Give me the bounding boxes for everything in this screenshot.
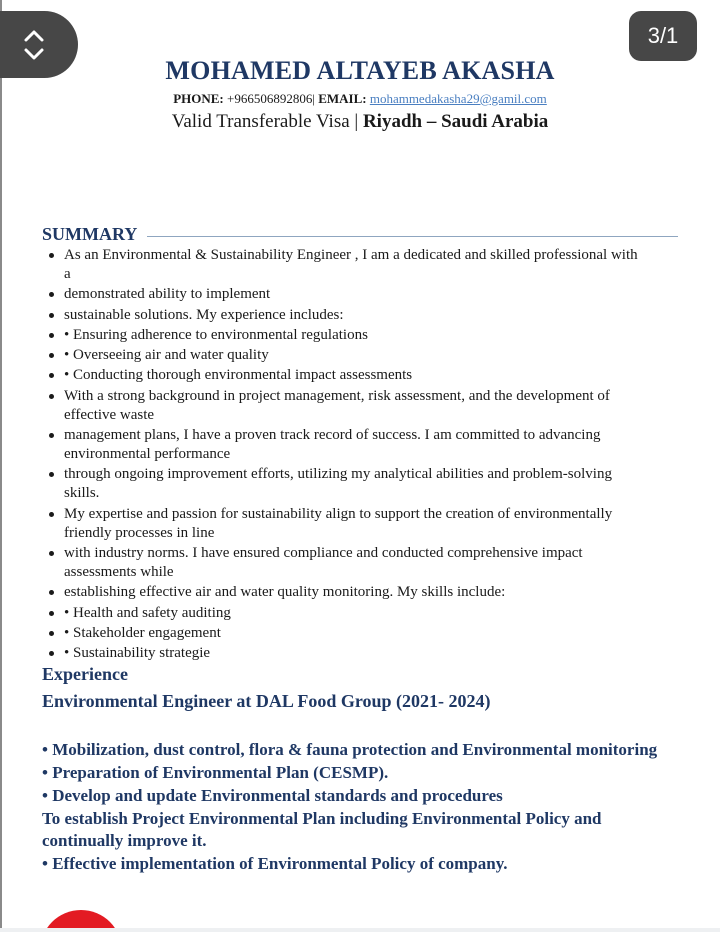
summary-divider	[147, 236, 678, 237]
summary-item: with industry norms. I have ensured compliance and conducted comprehensive impact assessments while	[46, 544, 646, 582]
summary-item: management plans, I have a proven track record of success. I am committed to advancing environmental performance	[46, 426, 646, 464]
visa-text: Valid Transferable Visa |	[171, 111, 359, 132]
experience-item: • Develop and update Environmental standards and procedures	[42, 786, 503, 805]
summary-item: sustainable solutions. My experience includes:	[46, 306, 646, 325]
summary-title: SUMMARY	[42, 224, 138, 244]
chevron-up-icon[interactable]	[21, 27, 47, 45]
phone-value: +966506892806|	[227, 91, 315, 106]
location-text: Riyadh – Saudi Arabia	[362, 111, 549, 132]
summary-item: demonstrated ability to implement	[46, 285, 646, 304]
summary-item: • Overseeing air and water quality	[46, 346, 646, 365]
page-indicator: 3/1	[629, 11, 697, 61]
phone-label: PHONE:	[173, 91, 224, 106]
summary-item: • Conducting thorough environmental impact assessments	[46, 366, 646, 385]
summary-item: • Stakeholder engagement	[46, 624, 646, 643]
summary-item: establishing effective air and water quality monitoring. My skills include:	[46, 583, 646, 602]
summary-item: • Health and safety auditing	[46, 604, 646, 623]
bottom-bar	[0, 928, 720, 932]
resume-name: MOHAMED ALTAYEB AKASHA	[165, 56, 555, 85]
email-link[interactable]: mohammedakasha29@gamil.com	[369, 91, 547, 106]
experience-item: To establish Project Environmental Plan including Environmental Policy and continually improve it.	[42, 809, 602, 850]
summary-item: My expertise and passion for sustainability align to support the creation of environmentally friendly processes in line	[46, 505, 646, 543]
experience-item: • Mobilization, dust control, flora & fauna protection and Environmental monitoring	[42, 740, 658, 759]
summary-item: through ongoing improvement efforts, utilizing my analytical abilities and problem-solving skills.	[46, 465, 646, 503]
chevron-down-icon[interactable]	[21, 45, 47, 63]
experience-title: Experience	[42, 664, 128, 684]
summary-heading	[42, 224, 678, 245]
summary-item: • Sustainability strategie	[46, 644, 646, 663]
summary-item: • Ensuring adherence to environmental regulations	[46, 326, 646, 345]
email-label: EMAIL:	[318, 91, 367, 106]
experience-item: • Preparation of Environmental Plan (CESMP).	[42, 763, 389, 782]
page-nav-pill[interactable]	[0, 11, 78, 78]
contact-line	[0, 91, 720, 107]
page-edge	[0, 0, 2, 932]
experience-item: • Effective implementation of Environmental Policy of company.	[42, 854, 508, 873]
summary-item: As an Environmental & Sustainability Engineer , I am a dedicated and skilled professional with a	[46, 246, 646, 284]
experience-items	[42, 739, 682, 875]
summary-list	[46, 246, 646, 664]
experience-role: Environmental Engineer at DAL Food Group (2021- 2024)	[42, 691, 491, 711]
experience-section	[42, 662, 682, 876]
summary-item: With a strong background in project management, risk assessment, and the development of effective waste	[46, 387, 646, 425]
visa-location-line	[0, 111, 720, 133]
